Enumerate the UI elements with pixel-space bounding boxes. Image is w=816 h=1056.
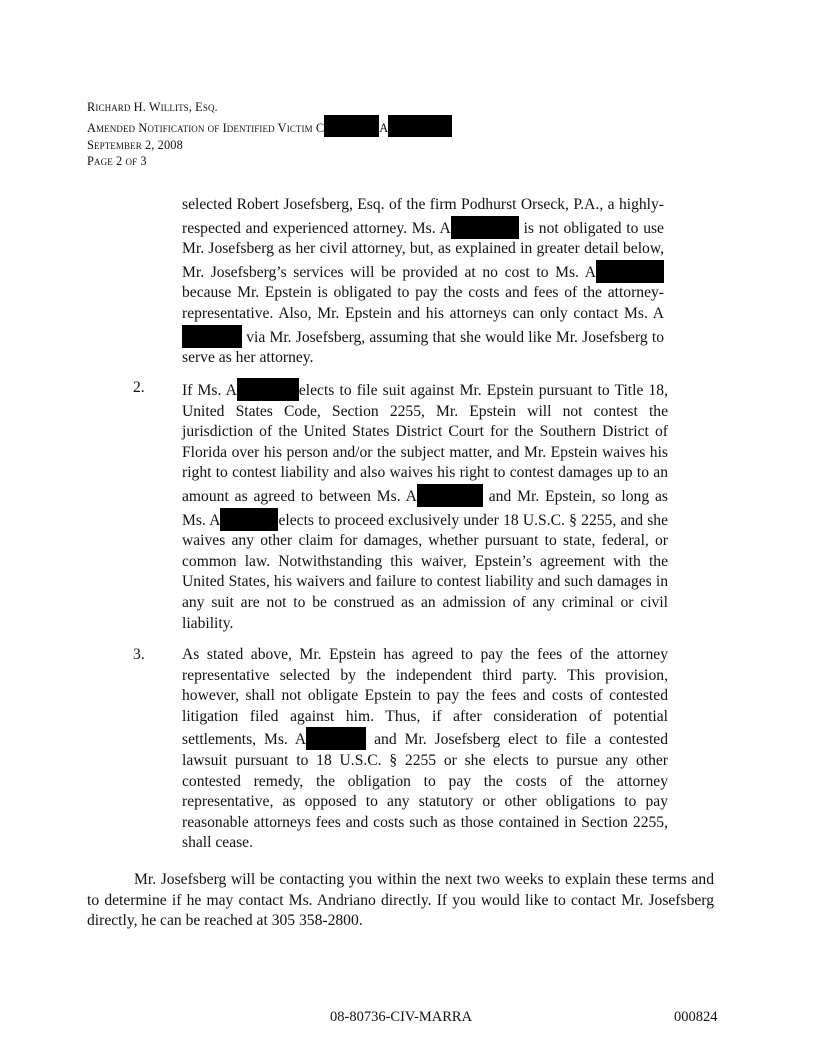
paragraph-text: As stated above, Mr. Epstein has agreed to pay the fees of the attorney representative selected by the independent third party. This provision, however, shall not obligate Epstein to pay the fees and costs of contested litigation filed against him. Thus, if after consideration of potential settlements, Ms. A xyxy=(182,646,668,749)
closing-paragraph: Mr. Josefsberg will be contacting you within the next two weeks to explain these terms and to determine if he may contact Ms. Andriano directly. If you would like to contact Mr. Josefsberg directly, he can be reached at 305 358-2800. xyxy=(87,871,714,930)
continued-paragraph xyxy=(182,195,664,369)
paragraph-text: selected Robert Josefsberg, Esq. of the firm Podhurst Orseck, P.A., a highly-respected and experienced attorney. Ms. A xyxy=(182,196,664,237)
redaction-bar xyxy=(417,484,483,507)
paragraph-text: is not obligated to use Mr. Josefsberg as her civil attorney, but, as explained in greater detail below, Mr. Josefsberg’s services will be provided at no cost to Ms. A xyxy=(182,219,664,281)
header-subject-initial: A xyxy=(379,121,389,135)
numbered-item-3 xyxy=(133,645,668,854)
redaction-bar xyxy=(220,508,278,531)
paragraph-text: and Mr. Epstein, so long as Ms. A xyxy=(182,487,668,529)
paragraph-text: If Ms. A xyxy=(182,382,237,399)
redaction-bar xyxy=(324,115,379,137)
paragraph-text: elects to file suit against Mr. Epstein pursuant to Title 18, United States Code, Section 2255, Mr. Epstein will not contest the jurisdiction of the United States District Court for the Southern District of Florida over his person and/or the subject matter, and Mr. Epstein waives his right to contest liability and also waives his right to contest damages up to an amount as agreed to between Ms. A xyxy=(182,382,668,505)
redaction-bar xyxy=(451,216,519,239)
redaction-bar xyxy=(237,378,299,401)
paragraph-text: via Mr. Josefsberg, assuming that she would like Mr. Josefsberg to serve as her attorney. xyxy=(182,328,664,367)
redaction-bar xyxy=(306,727,366,750)
header-date: September 2, 2008 xyxy=(87,138,183,152)
redaction-bar xyxy=(596,260,664,283)
paragraph-text: elects to proceed exclusively under 18 U.S.C. § 2255, and she waives any other claim for damages, whether pursuant to state, federal, or common law. Notwithstanding this waiver, Epstein’s agreement with the United States, his waivers and failure to contest liability and such damages in any suit are not to be construed as an admission of any criminal or civil liability. xyxy=(182,511,668,632)
header-subject-text: Amended Notification of Identified Victim C xyxy=(87,121,325,135)
item-text xyxy=(182,645,668,854)
bates-number: 000824 xyxy=(674,1009,718,1025)
redaction-bar xyxy=(182,325,242,348)
item-number: 3. xyxy=(133,646,145,663)
redaction-bar xyxy=(388,115,452,137)
header-subject xyxy=(87,115,452,137)
case-number: 08-80736-CIV-MARRA xyxy=(330,1009,473,1025)
item-text xyxy=(182,378,668,634)
header-page-number: Page 2 of 3 xyxy=(87,154,147,168)
header-recipient: Richard H. Willits, Esq. xyxy=(87,100,218,114)
paragraph-text: because Mr. Epstein is obligated to pay the costs and fees of the attorney-representative. Also, Mr. Epstein and his attorneys can only contact Ms. A xyxy=(182,284,664,322)
letter-header xyxy=(87,99,452,169)
paragraph-text: and Mr. Josefsberg elect to file a contested lawsuit pursuant to 18 U.S.C. § 2255 or she elects to pursue any other contested remedy, the obligation to pay the costs of the attorney representative, as opposed to any statutory or other obligations to pay reasonable attorneys fees and costs such as those contained in Section 2255, shall cease. xyxy=(182,731,668,852)
item-number: 2. xyxy=(133,379,145,396)
numbered-item-2 xyxy=(133,378,668,634)
